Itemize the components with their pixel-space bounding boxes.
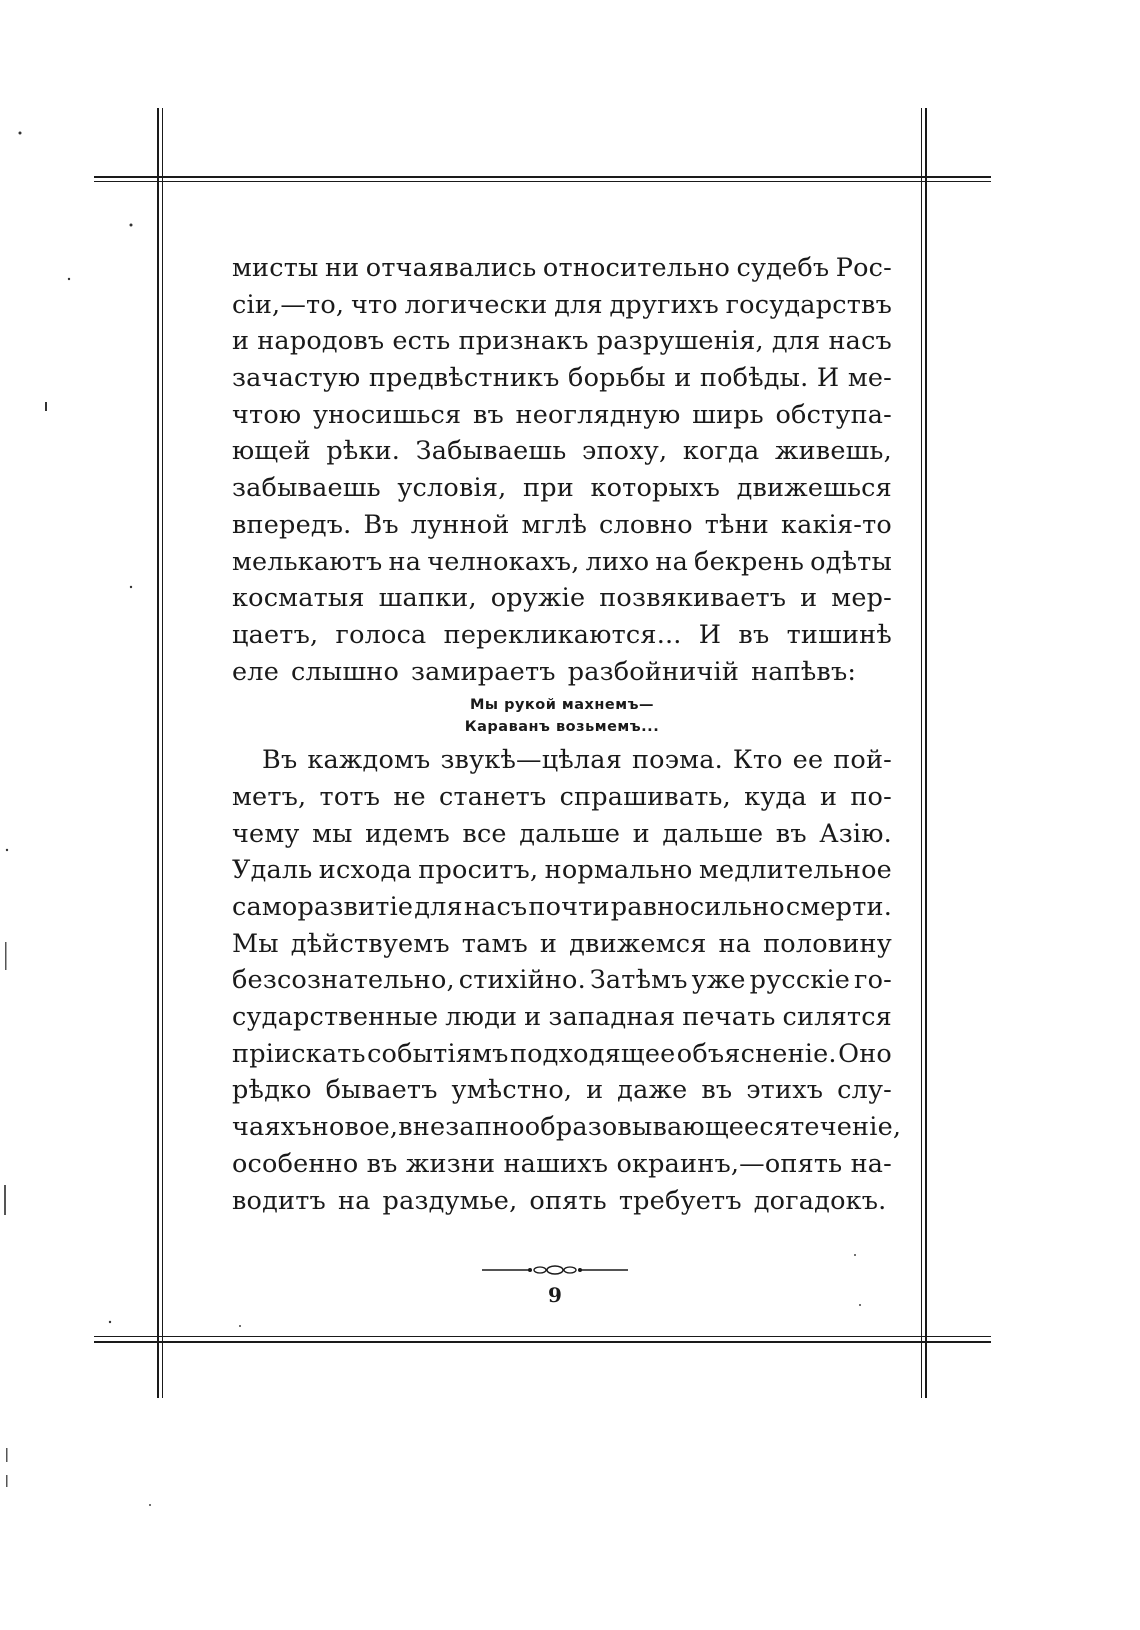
text-line: сiи,—то, что логически для другихъ государствъ [232, 289, 892, 320]
paragraph-1 [232, 250, 892, 690]
text-line: сударственные люди и западная печать силятся [232, 1002, 892, 1033]
tailpiece-ornament [480, 1263, 630, 1277]
text-line: особенно въ жизни нашихъ окраинъ,—опять на- [232, 1148, 892, 1179]
text-line: саморазвитiе для насъ почти равносильно смерти. [232, 892, 892, 922]
text-line: впередъ. Въ лунной мглѣ словно тѣни какiя-то [232, 509, 892, 540]
verse-line-1: Мы рукой махнемъ— [469, 697, 655, 714]
text-line: Въ каждомъ звукѣ—цѣлая поэма. Кто ее пой- [262, 745, 892, 776]
text-line: мелькаютъ на челнокахъ, лихо на бекрень одѣты [232, 546, 892, 577]
text-line: чтою уносишься въ неоглядную ширь обступа- [232, 399, 892, 430]
text-line: цаетъ, голоса перекликаются... И въ тишинѣ [232, 619, 892, 650]
text-line: мисты ни отчаявались относительно судебъ Рос- [232, 253, 892, 283]
paragraph-2 [232, 742, 902, 1219]
text-line: рѣдко бываетъ умѣстно, и даже въ этихъ слу- [232, 1075, 892, 1106]
text-line: чему мы идемъ все дальше и дальше въ Азiю. [232, 818, 892, 849]
text-line: Удаль исхода проситъ, нормально медлительное [232, 855, 892, 886]
text-line: метъ, тотъ не станетъ спрашивать, куда и по- [232, 781, 892, 812]
text-body [232, 250, 902, 1219]
page-number: 9 [548, 1283, 562, 1307]
verse-line-2: Караванъ возьмемъ... [464, 719, 660, 736]
text-line: Мы дѣйствуемъ тамъ и движемся на половину [232, 928, 892, 959]
text-line: безсознательно, стихiйно. Затѣмъ уже русскiе го- [232, 965, 892, 996]
text-line: косматыя шапки, оружiе позвякиваетъ и мер- [232, 583, 892, 614]
text-line: ющей рѣки. Забываешь эпоху, когда живешь, [232, 436, 892, 467]
text-line: забываешь условiя, при которыхъ движешься [232, 473, 892, 504]
text-line: водитъ на раздумье, опять требуетъ догадокъ. [232, 1185, 887, 1216]
text-line: еле слышно замираетъ разбойничiй напѣвъ: [232, 656, 857, 687]
text-line: чаяхъ новое, внезапно образовывающееся теченiе, [232, 1112, 902, 1143]
text-line: и народовъ есть признакъ разрушенiя, для насъ [232, 326, 892, 357]
text-line: зачастую предвѣстникъ борьбы и побѣды. И ме- [232, 363, 892, 394]
text-line: прiискать событiямъ подходящее объясненiе. Оно [232, 1038, 892, 1069]
